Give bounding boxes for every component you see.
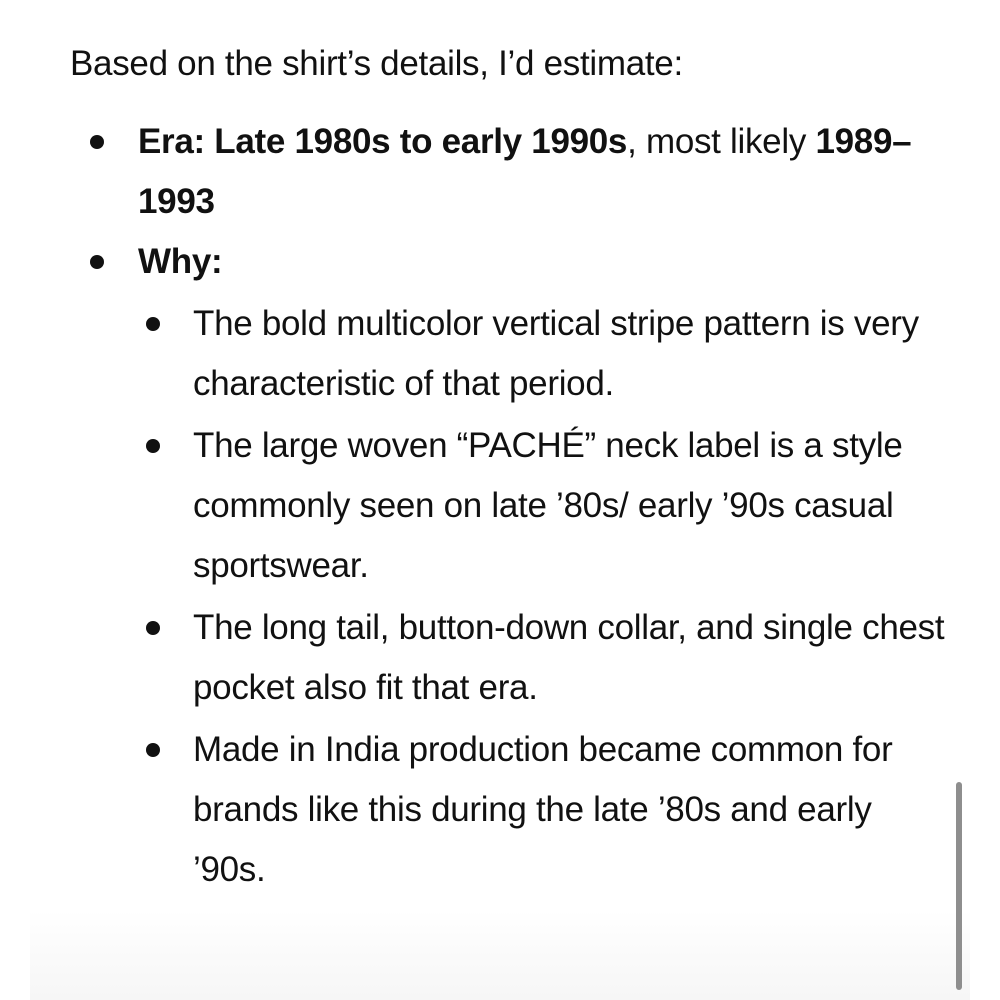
reasons-list [68,294,950,900]
era-label: Era: Late 1980s to early 1990s [138,122,628,161]
bullet-icon [90,135,104,149]
reason-item [68,294,950,414]
reason-item [68,720,950,900]
era-item [70,112,950,232]
era-years: 1989–1993 [138,122,912,221]
estimate-list [70,112,950,900]
vertical-scrollbar[interactable] [956,782,962,990]
era-text: , most likely [627,122,816,161]
reason-item [68,416,950,596]
bullet-icon [146,743,160,757]
why-item [70,232,950,900]
reason-text: The long tail, button-down collar, and single chest pocket also fit that era. [193,608,945,707]
bullet-icon [90,255,104,269]
bullet-icon [146,439,160,453]
reason-text: The bold multicolor vertical stripe pattern is very characteristic of that period. [193,304,919,403]
why-label: Why: [138,242,223,281]
intro-text: Based on the shirt’s details, I’d estimate: [70,44,683,83]
bullet-icon [146,317,160,331]
reason-text: Made in India production became common for brands like this during the late ’80s and early ’90s. [193,730,893,889]
reason-item [68,598,950,718]
reason-text: The large woven “PACHÉ” neck label is a style commonly seen on late ’80s/ early ’90s casual sportswear. [193,426,903,585]
bottom-fade [30,910,970,1000]
bullet-icon [146,621,160,635]
message-content [70,34,950,900]
